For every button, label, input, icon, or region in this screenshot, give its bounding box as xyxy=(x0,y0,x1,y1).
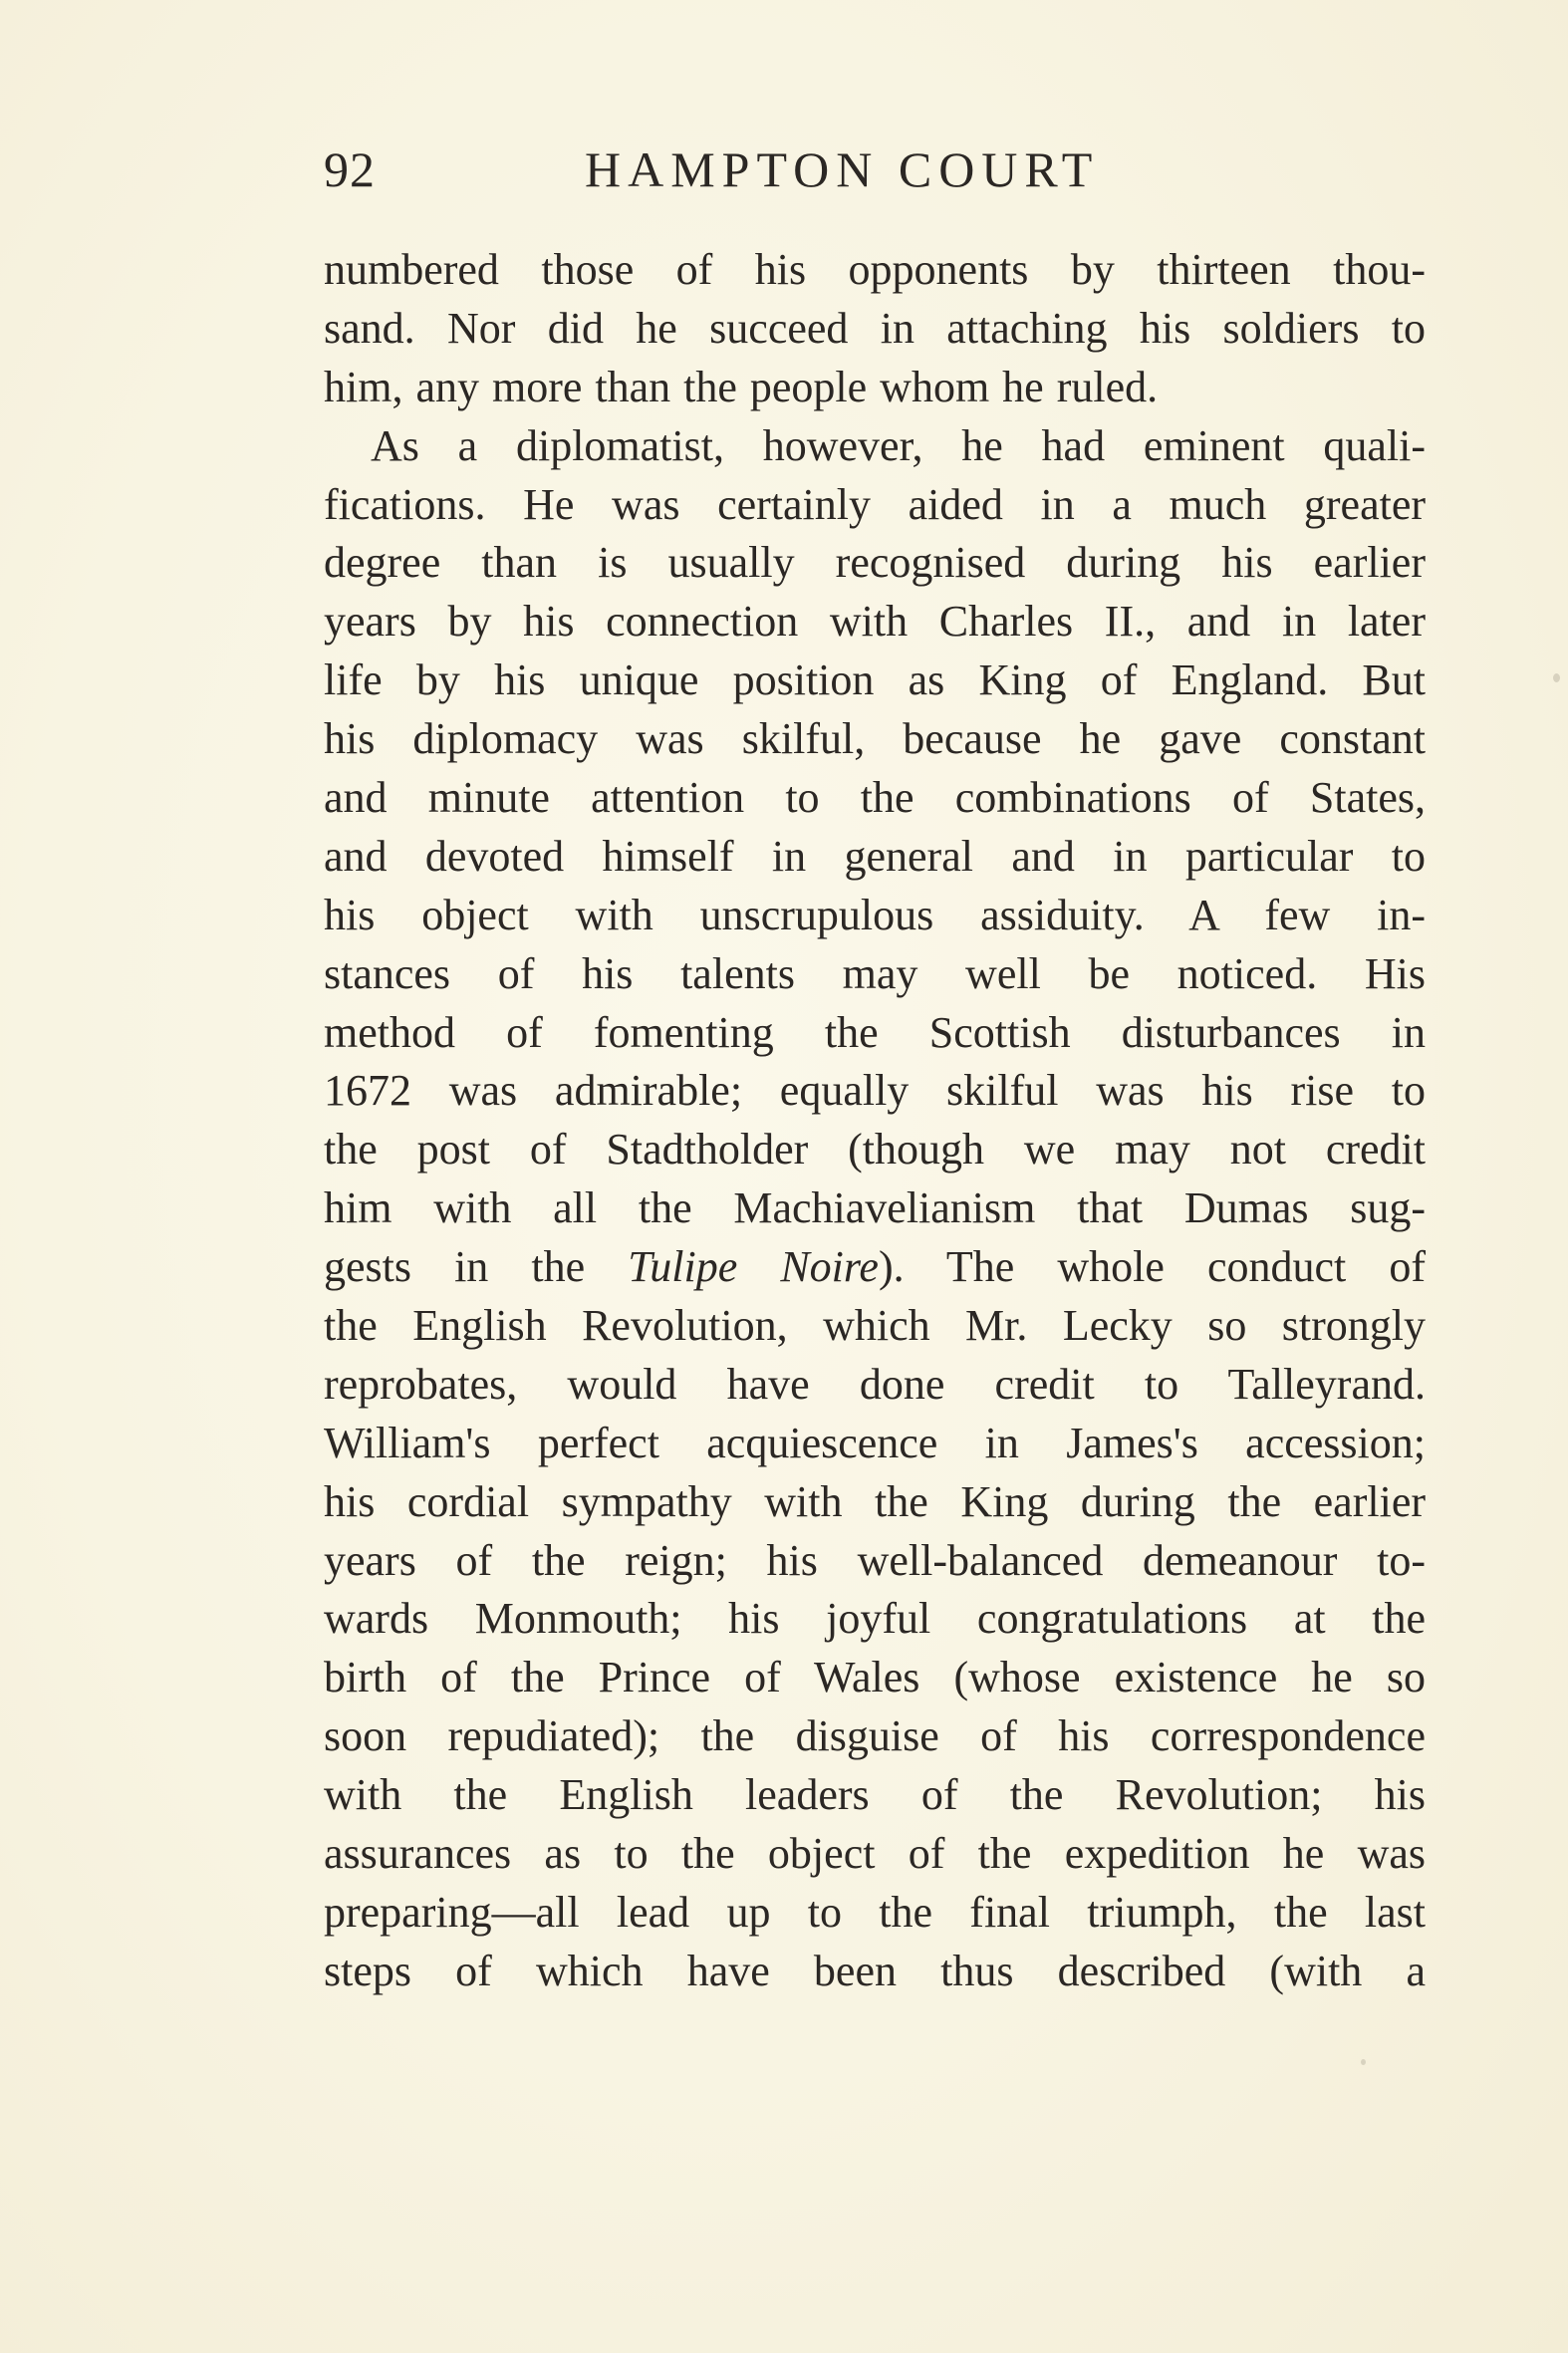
body-text xyxy=(324,241,1426,2001)
text-line: his diplomacy was skilful, because he gave constant xyxy=(324,714,1426,764)
text-line: steps of which have been thus described (with a xyxy=(324,1946,1426,1995)
text-segment: ). The whole conduct of xyxy=(878,1242,1426,1292)
text-line: him, any more than the people whom he ruled. xyxy=(324,362,1159,411)
paper-speck xyxy=(1361,2059,1366,2065)
italic-title: Tulipe Noire xyxy=(628,1242,879,1292)
text-line: William's perfect acquiescence in James's accession; xyxy=(324,1418,1426,1467)
text-line: numbered those of his opponents by thirteen thou- xyxy=(324,245,1426,294)
text-line: birth of the Prince of Wales (whose existence he so xyxy=(324,1653,1426,1702)
text-line: years of the reign; his well-balanced demeanour to- xyxy=(324,1535,1426,1585)
text-line: the post of Stadtholder (though we may not credit xyxy=(324,1125,1426,1175)
text-line: soon repudiated); the disguise of his correspondence xyxy=(324,1711,1426,1761)
running-head: HAMPTON COURT xyxy=(585,141,1100,197)
text-line: his object with unscrupulous assiduity. A few in- xyxy=(324,890,1426,939)
text-segment: gests in the xyxy=(324,1242,629,1292)
text-line: wards Monmouth; his joyful congratulations at the xyxy=(324,1594,1426,1644)
text-line: with the English leaders of the Revolution; his xyxy=(324,1770,1426,1820)
text-line: 1672 was admirable; equally skilful was his rise to xyxy=(324,1066,1426,1116)
text-line: preparing—all lead up to the final triumph, the last xyxy=(324,1887,1426,1937)
text-line xyxy=(324,1238,1426,1297)
text-line: As a diplomatist, however, he had eminent quali- xyxy=(371,420,1426,470)
text-line: assurances as to the object of the expedition he was xyxy=(324,1829,1426,1879)
text-line: and devoted himself in general and in particular to xyxy=(324,831,1426,881)
page-header xyxy=(324,139,1420,219)
text-line: method of fomenting the Scottish disturbances in xyxy=(324,1007,1426,1057)
text-line: reprobates, would have done credit to Talleyrand. xyxy=(324,1359,1426,1409)
text-line: stances of his talents may well be noticed. His xyxy=(324,948,1426,998)
text-line: years by his connection with Charles II., and in later xyxy=(324,597,1426,647)
page-number: 92 xyxy=(324,141,376,197)
text-line: and minute attention to the combinations of States, xyxy=(324,773,1426,823)
text-line: sand. Nor did he succeed in attaching his soldiers to xyxy=(324,303,1426,353)
text-line: degree than is usually recognised during his earlier xyxy=(324,538,1426,588)
text-line: his cordial sympathy with the King during the earlier xyxy=(324,1476,1426,1526)
text-line: him with all the Machiavelianism that Dumas sug- xyxy=(324,1183,1426,1233)
text-line: life by his unique position as King of England. But xyxy=(324,655,1426,705)
paper-speck xyxy=(1553,673,1560,682)
text-line: fications. He was certainly aided in a much greater xyxy=(324,479,1426,529)
text-line: the English Revolution, which Mr. Lecky so strongly xyxy=(324,1301,1426,1351)
